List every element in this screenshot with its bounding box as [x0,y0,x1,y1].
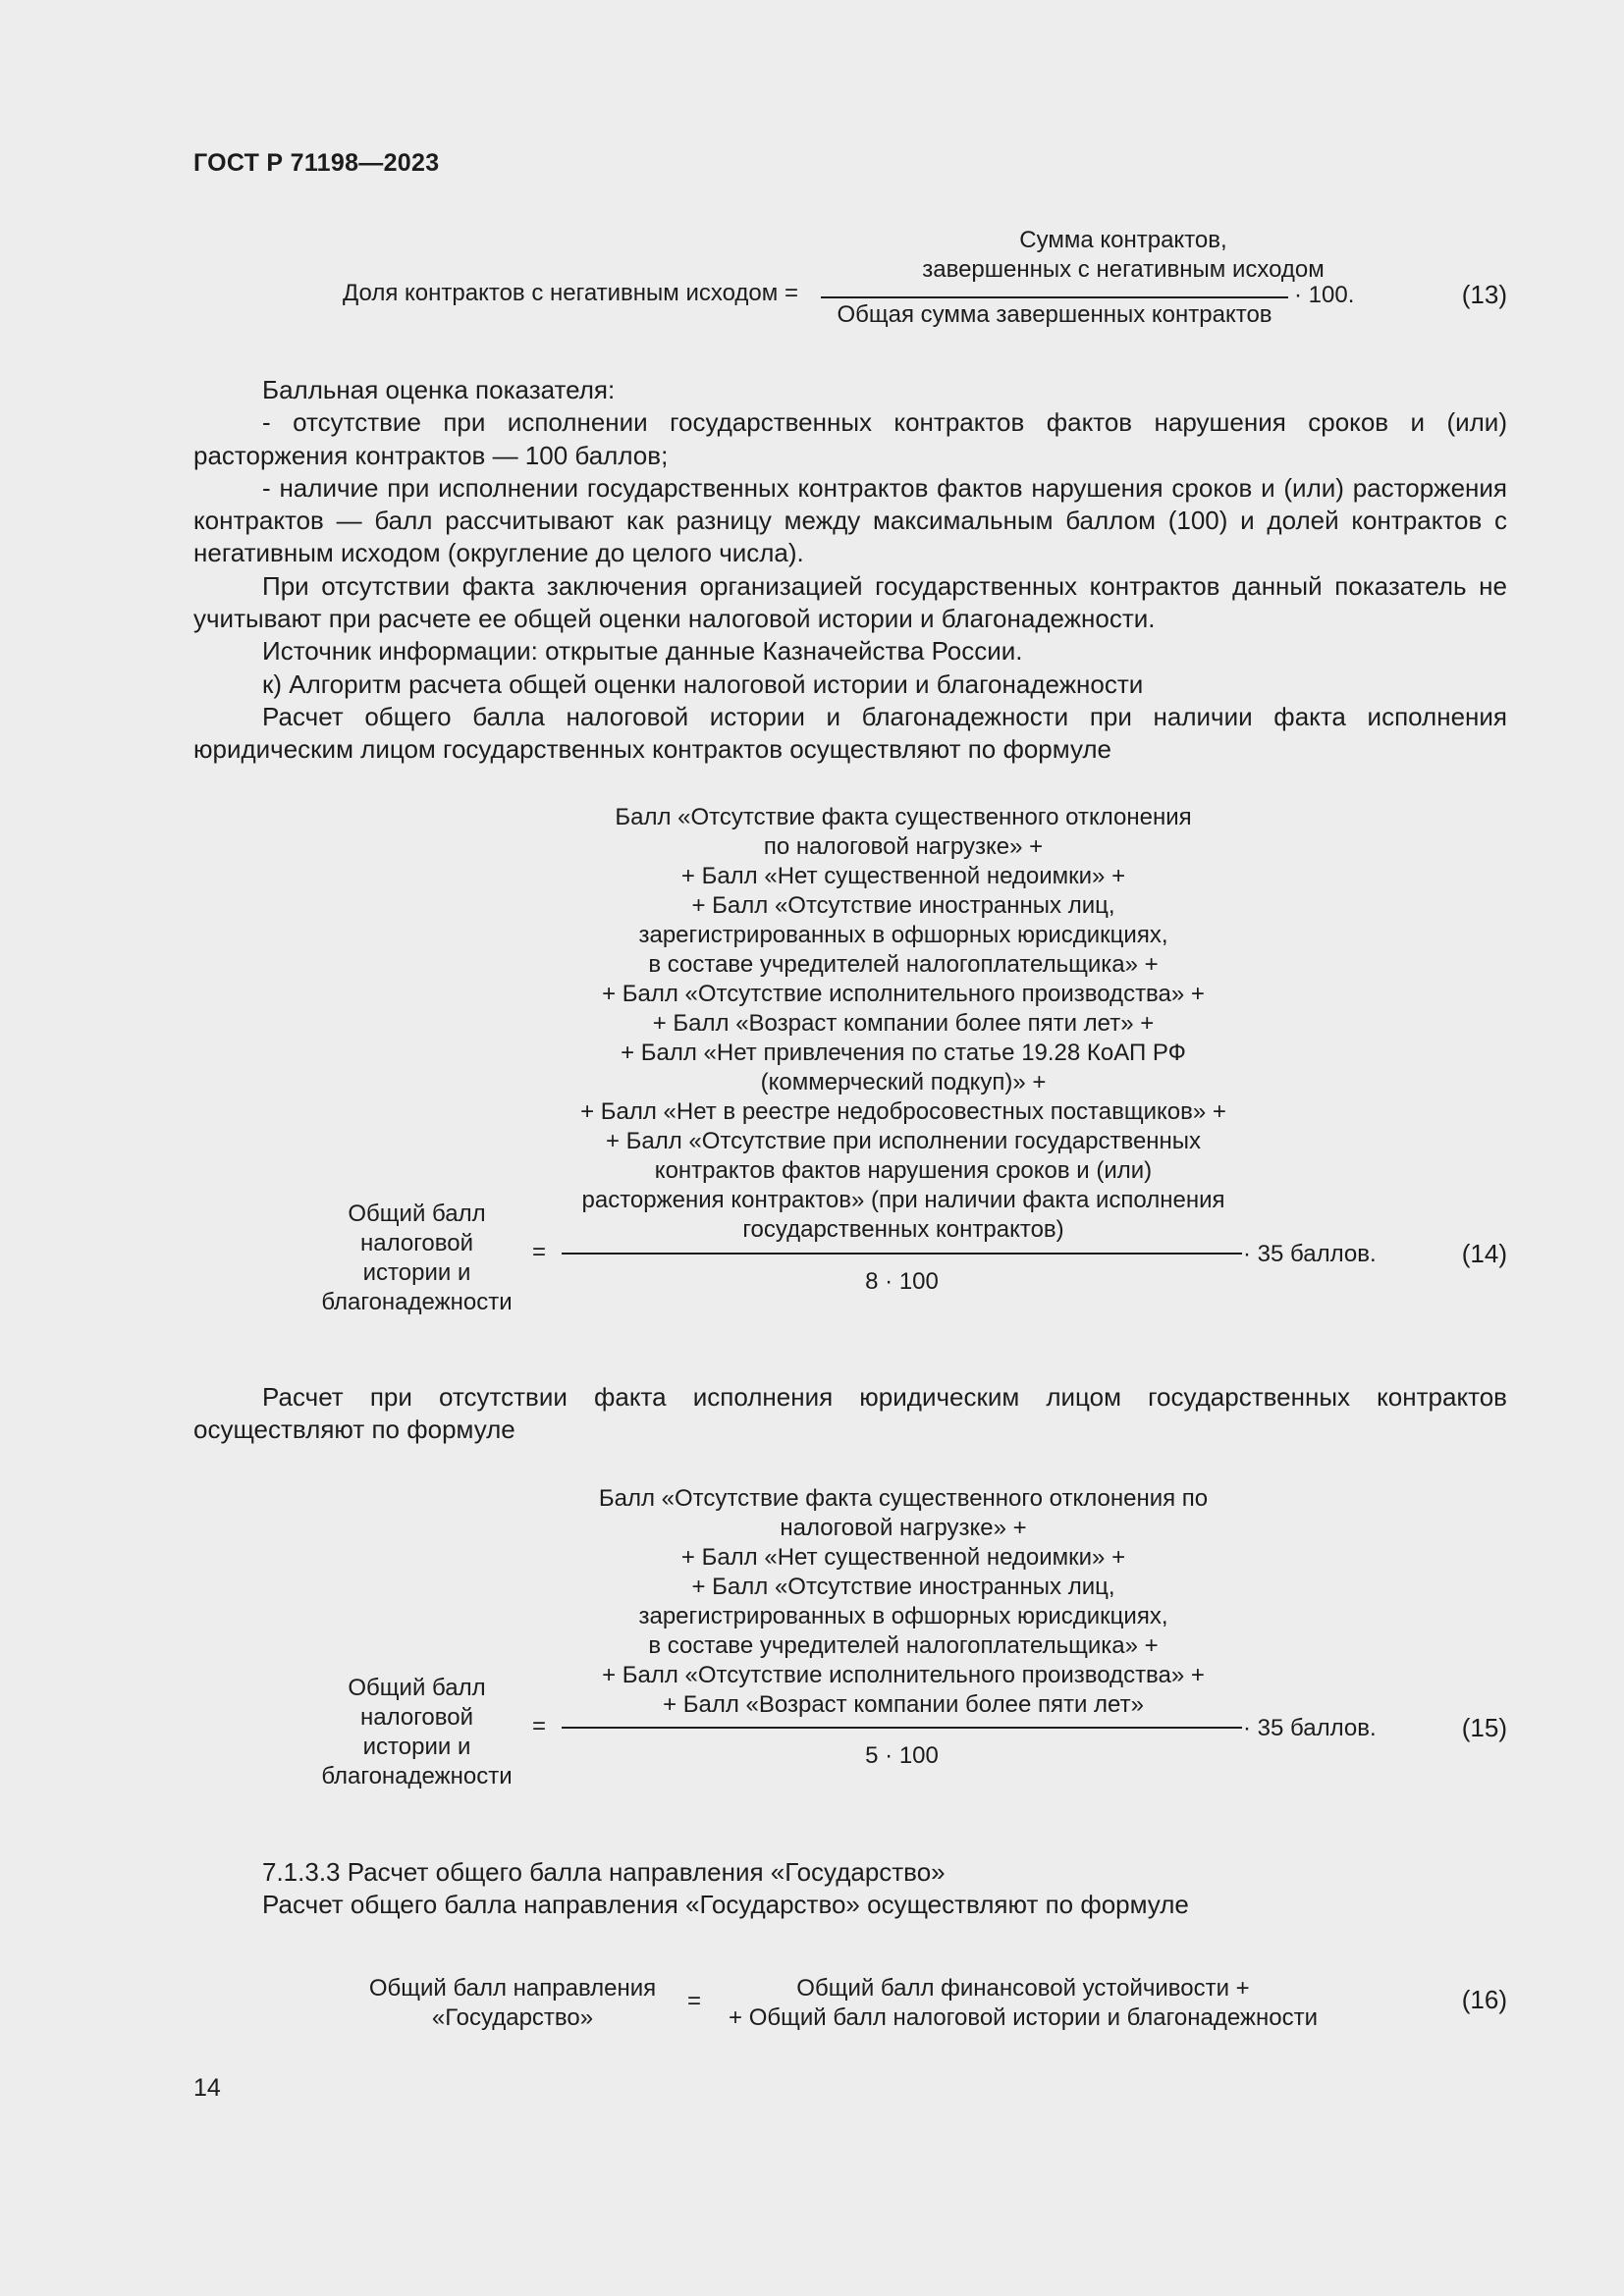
formula-14-term: + Балл «Отсутствие иностранных лиц, [691,892,1115,919]
paragraph: - наличие при исполнении государственных контрактов фактов нарушения сроков и (или) расторжения контрактов — балл рассчитывают как разницу между максимальным баллом (100) и долей контрактов с негативным исходом (округление до целого числа). [193,472,1507,568]
formula-15-fraction-bar [562,1727,1242,1729]
formula-14-term: + Балл «Нет в реестре недобросовестных поставщиков» + [580,1098,1226,1125]
formula-13-multiplier: · 100. [1294,282,1355,308]
section-text: Расчет общего балла направления «Государство» осуществляют по формуле [262,1890,1189,1920]
formula-14-number: (14) [1461,1239,1507,1268]
formula-14-equals: = [532,1239,547,1265]
formula-15-lhs-line: истории и [362,1734,471,1760]
formula-15-lhs [306,1674,527,1791]
page-number: 14 [193,2074,221,2102]
formula-15-lhs-line: Общий балл [348,1675,486,1701]
formula-13-fraction-bar [821,296,1288,298]
section-heading: 7.1.3.3 Расчет общего балла направления «Государство» [262,1857,946,1887]
formula-14-lhs-line: налоговой [359,1230,474,1256]
paragraph: - отсутствие при исполнении государственных контрактов фактов нарушения сроков и (или) расторжения контрактов — 100 баллов; [193,407,1507,470]
formula-16-equals: = [687,1988,702,2014]
formula-16-number: (16) [1461,1985,1507,2014]
paragraph: к) Алгоритм расчета общей оценки налоговой истории и благонадежности [262,668,1144,699]
formula-14-lhs-line: истории и [362,1259,471,1286]
body-text [193,374,1507,767]
formula-16-lhs [351,1974,675,2033]
formula-13-denominator: Общая сумма завершенных контрактов [837,301,1272,328]
formula-14-denominator: 8 · 100 [865,1268,939,1295]
formula-16-rhs-line: + Общий балл налоговой истории и благонадежности [729,2004,1318,2031]
paragraph: Расчет при отсутствии факта исполнения юридическим лицом государственных контрактов осуществляют по формуле [193,1382,1507,1445]
body-text-mid [193,1381,1507,1447]
formula-15-equals: = [532,1713,547,1739]
formula-14-lhs [306,1200,527,1317]
formula-14-term: + Балл «Отсутствие при исполнении государственных [605,1128,1202,1154]
paragraph: Расчет общего балла налоговой истории и благонадежности при наличии факта исполнения юридическим лицом государственных контрактов осуществляют по формуле [193,701,1507,765]
formula-15-term: налоговой нагрузке» + [780,1515,1027,1541]
formula-15-denominator: 5 · 100 [865,1742,939,1769]
formula-14-numerator [560,803,1247,1245]
formula-14-term: по налоговой нагрузке» + [763,833,1044,860]
formula-15-lhs-line: налоговой [359,1704,474,1731]
paragraph: Источник информации: открытые данные Казначейства России. [262,636,1023,667]
formula-14-term: государственных контрактов) [742,1216,1064,1243]
formula-15-lhs-line: благонадежности [321,1763,513,1789]
formula-15-term: + Балл «Нет существенной недоимки» + [680,1544,1126,1571]
formula-14-term: + Балл «Нет существенной недоимки» + [680,863,1126,889]
formula-15-term: зарегистрированных в офшорных юрисдикциях, [638,1603,1168,1629]
formula-14-term: расторжения контрактов» (при наличии факта исполнения [581,1187,1225,1213]
formula-16-lhs-line: Общий балл направления [368,1975,657,2002]
formula-14-term: контрактов фактов нарушения сроков и (или) [654,1157,1153,1184]
formula-15-numerator [560,1484,1247,1720]
document-header: ГОСТ Р 71198—2023 [193,149,440,177]
formula-14-term: + Балл «Отсутствие исполнительного производства» + [602,981,1205,1007]
formula-13-numerator [829,226,1418,285]
paragraph: Балльная оценка показателя: [262,375,616,404]
formula-15-multiplier: · 35 баллов. [1243,1715,1377,1741]
formula-16-rhs-line: Общий балл финансовой устойчивости + [796,1975,1250,2002]
formula-15-term: + Балл «Отсутствие исполнительного производства» + [602,1662,1205,1688]
formula-15-term: + Балл «Отсутствие иностранных лиц, [691,1574,1115,1600]
formula-15-term: Балл «Отсутствие факта существенного отклонения по [598,1485,1209,1512]
formula-13-numerator-line: Сумма контрактов, [1019,227,1227,253]
formula-14-term: + Балл «Нет привлечения по статье 19.28 КоАП РФ [621,1040,1186,1066]
formula-14-fraction-bar [562,1253,1242,1255]
formula-15-term: + Балл «Возраст компании более пяти лет» [663,1691,1144,1718]
formula-13-lhs: Доля контрактов с негативным исходом = [343,280,798,306]
formula-16-lhs-line: «Государство» [431,2004,594,2031]
formula-14-lhs-line: Общий балл [348,1201,486,1227]
paragraph: При отсутствии факта заключения организацией государственных контрактов данный показатель не учитывают при расчете ее общей оценки налоговой истории и благонадежности. [193,570,1507,634]
formula-15-number: (15) [1461,1713,1507,1742]
formula-16-rhs [709,1974,1337,2033]
formula-14-term: Балл «Отсутствие факта существенного отклонения [615,804,1192,830]
formula-14-term: зарегистрированных в офшорных юрисдикциях, [638,922,1168,948]
formula-14-multiplier: · 35 баллов. [1243,1241,1377,1267]
formula-14-term: (коммерческий подкуп)» + [760,1069,1047,1095]
formula-14-term: в составе учредителей налогоплательщика» + [648,951,1159,978]
section-7-1-3-3 [262,1856,1189,1922]
formula-14-lhs-line: благонадежности [321,1289,513,1315]
formula-15-term: в составе учредителей налогоплательщика» + [648,1632,1159,1659]
formula-13-numerator-line: завершенных с негативным исходом [922,256,1325,283]
formula-14-term: + Балл «Возраст компании более пяти лет» + [652,1010,1155,1037]
formula-13-number: (13) [1461,280,1507,309]
